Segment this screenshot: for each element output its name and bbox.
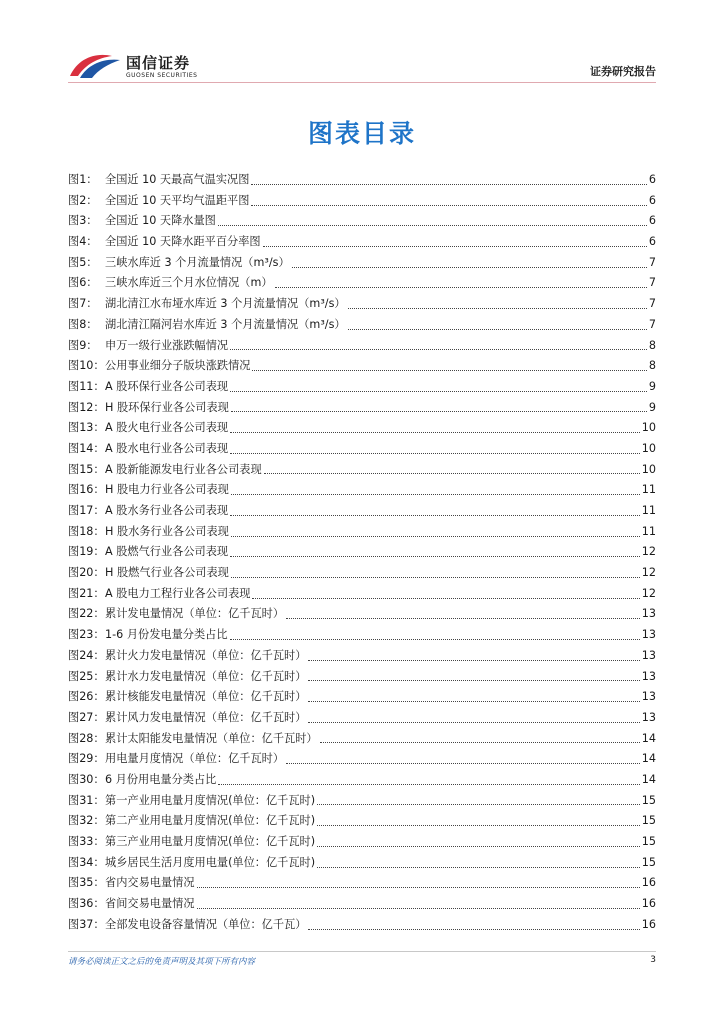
toc-entry[interactable] <box>68 873 656 894</box>
toc-dot-leader <box>218 225 647 226</box>
toc-page-number: 15 <box>641 835 656 848</box>
toc-dot-leader <box>251 205 646 206</box>
toc-figure-number: 图19： <box>68 545 105 559</box>
toc-page-number: 16 <box>641 917 656 931</box>
toc-entry[interactable] <box>68 191 656 212</box>
toc-dot-leader <box>308 680 639 681</box>
toc-page-number: 7 <box>648 297 656 311</box>
toc-dot-leader <box>252 370 646 371</box>
toc-page-number: 14 <box>641 731 656 745</box>
toc-dot-leader <box>230 556 640 557</box>
toc-entry[interactable] <box>68 522 656 543</box>
header-divider <box>68 82 656 83</box>
toc-entry-label <box>68 563 229 584</box>
toc-dot-leader <box>263 246 647 247</box>
toc-dot-leader <box>230 391 647 392</box>
toc-figure-title: 公用事业细分子版块涨跌情况 <box>105 359 251 373</box>
toc-page-number: 7 <box>648 276 656 290</box>
toc-figure-title: H 股环保行业各公司表现 <box>105 400 229 414</box>
toc-figure-title: 1-6 月份发电量分类占比 <box>105 628 228 642</box>
toc-figure-title: 全国近 10 天平均气温距平图 <box>105 193 250 207</box>
toc-entry[interactable] <box>68 708 656 729</box>
toc-figure-title: 湖北清江隔河岩水库近 3 个月流量情况（m³/s） <box>105 317 346 331</box>
toc-page-number: 11 <box>641 504 656 517</box>
toc-figure-title: 第二产业用电量月度情况(单位：亿千瓦时) <box>105 814 316 828</box>
toc-figure-title: A 股燃气行业各公司表现 <box>105 545 229 559</box>
toc-figure-title: A 股电力工程行业各公司表现 <box>105 586 251 600</box>
toc-figure-title: 全部发电设备容量情况（单位：亿千瓦） <box>105 917 307 931</box>
toc-entry-label <box>68 439 228 460</box>
toc-entry-label <box>68 522 229 543</box>
toc-entry[interactable] <box>68 584 656 605</box>
toc-page-number: 10 <box>641 441 656 455</box>
toc-figure-number: 图7： <box>68 297 98 311</box>
toc-figure-title: 累计水力发电量情况（单位：亿千瓦时） <box>105 669 307 683</box>
toc-entry[interactable] <box>68 729 656 750</box>
toc-page-number: 7 <box>648 317 656 331</box>
toc-entry[interactable] <box>68 542 656 563</box>
toc-entry-label <box>68 646 306 667</box>
toc-entry-label <box>68 211 216 232</box>
toc-figure-number: 图18： <box>68 524 105 538</box>
toc-page-number: 6 <box>648 193 656 207</box>
toc-entry-label <box>68 356 250 377</box>
toc-entry[interactable] <box>68 811 656 832</box>
toc-entry-label <box>68 915 306 936</box>
toc-dot-leader <box>317 867 640 868</box>
toc-dot-leader <box>317 846 640 847</box>
toc-entry-label <box>68 418 228 439</box>
toc-page-number: 16 <box>641 897 656 911</box>
toc-entry-label <box>68 625 228 646</box>
toc-figure-number: 图33： <box>68 835 105 848</box>
toc-entry-label <box>68 832 315 853</box>
toc-entry-label <box>68 667 306 688</box>
toc-figure-title: 累计发电量情况（单位：亿千瓦时） <box>105 607 285 621</box>
toc-figure-title: 申万一级行业涨跌幅情况 <box>105 338 229 352</box>
toc-figure-title: 三峡水库近三个月水位情况（m） <box>105 276 273 290</box>
toc-figure-number: 图37： <box>68 917 105 931</box>
toc-dot-leader <box>275 287 647 288</box>
toc-entry-label <box>68 873 195 894</box>
toc-figure-number: 图26： <box>68 690 105 704</box>
toc-page-number: 14 <box>641 772 656 786</box>
toc-entry-label <box>68 729 318 750</box>
toc-page-number: 13 <box>641 690 656 704</box>
toc-figure-title: 6 月份用电量分类占比 <box>105 772 217 786</box>
toc-figure-number: 图9： <box>68 338 98 352</box>
toc-dot-leader <box>308 660 639 661</box>
toc-entry-label <box>68 170 249 191</box>
toc-dot-leader <box>308 722 639 723</box>
toc-dot-leader <box>231 577 640 578</box>
toc-dot-leader <box>230 639 640 640</box>
toc-figure-number: 图1： <box>68 173 98 186</box>
toc-figure-title: H 股燃气行业各公司表现 <box>105 566 229 580</box>
toc-entry[interactable] <box>68 915 656 936</box>
toc-dot-leader <box>218 784 639 785</box>
toc-entry[interactable] <box>68 749 656 770</box>
toc-entry[interactable] <box>68 418 656 439</box>
toc-dot-leader <box>197 887 640 888</box>
toc-entry-label <box>68 294 346 315</box>
toc-page-number: 10 <box>641 421 656 435</box>
toc-figure-number: 图3： <box>68 214 98 228</box>
toc-dot-leader <box>231 536 640 537</box>
toc-entry[interactable] <box>68 853 656 874</box>
toc-figure-title: 湖北清江水布垭水库近 3 个月流量情况（m³/s） <box>105 297 346 311</box>
toc-entry-label <box>68 791 315 812</box>
toc-dot-leader <box>317 825 640 826</box>
toc-figure-number: 图5： <box>68 255 98 269</box>
toc-figure-title: A 股环保行业各公司表现 <box>105 379 229 393</box>
toc-figure-title: 第一产业用电量月度情况(单位：亿千瓦时) <box>105 793 316 807</box>
toc-figure-number: 图23： <box>68 628 105 642</box>
toc-dot-leader <box>317 804 640 805</box>
toc-figure-number: 图28： <box>68 731 105 745</box>
toc-page-number: 16 <box>641 876 656 890</box>
toc-figure-number: 图36： <box>68 897 105 911</box>
toc-entry[interactable] <box>68 604 656 625</box>
toc-figure-number: 图13： <box>68 421 105 435</box>
toc-entry[interactable] <box>68 336 656 357</box>
toc-figure-title: 全国近 10 天降水量图 <box>105 214 216 228</box>
toc-entry-label <box>68 336 228 357</box>
toc-page-number: 15 <box>641 855 656 869</box>
toc-entry-label <box>68 853 315 874</box>
toc-entry-label <box>68 273 273 294</box>
toc-entry-label <box>68 480 229 501</box>
page-title: 图表目录 <box>307 119 416 148</box>
toc-entry[interactable] <box>68 398 656 419</box>
toc-entry-label <box>68 687 306 708</box>
toc-figure-number: 图29： <box>68 752 105 766</box>
toc-entry[interactable] <box>68 356 656 377</box>
toc-figure-title: H 股电力行业各公司表现 <box>105 483 229 497</box>
disclaimer-text: 请务必阅读正文之后的免责声明及其项下所有内容 <box>68 957 256 967</box>
toc-figure-number: 图35： <box>68 876 105 890</box>
toc-figure-title: H 股水务行业各公司表现 <box>105 524 229 538</box>
page-header <box>0 0 724 90</box>
toc-dot-leader <box>320 742 640 743</box>
toc-page-number: 8 <box>648 338 656 352</box>
toc-figure-number: 图4： <box>68 235 98 249</box>
toc-entry[interactable] <box>68 667 656 688</box>
toc-figure-number: 图24： <box>68 648 105 662</box>
toc-entry[interactable] <box>68 646 656 667</box>
toc-page-number: 15 <box>641 814 656 828</box>
toc-page-number: 6 <box>648 173 656 186</box>
toc-dot-leader <box>230 453 640 454</box>
toc-dot-leader <box>308 929 639 930</box>
toc-entry[interactable] <box>68 253 656 274</box>
toc-page-number: 13 <box>641 669 656 683</box>
toc-page-number: 8 <box>648 359 656 373</box>
toc-dot-leader <box>308 701 639 702</box>
figure-toc-list <box>68 170 656 935</box>
toc-entry[interactable] <box>68 687 656 708</box>
toc-figure-number: 图6： <box>68 276 98 290</box>
toc-entry[interactable] <box>68 791 656 812</box>
toc-figure-title: 累计火力发电量情况（单位：亿千瓦时） <box>105 648 307 662</box>
toc-figure-title: 城乡居民生活月度用电量(单位：亿千瓦时) <box>105 855 316 869</box>
toc-entry[interactable] <box>68 625 656 646</box>
toc-page-number: 13 <box>641 648 656 662</box>
toc-figure-title: 省内交易电量情况 <box>105 876 195 890</box>
brand-name-en: GUOSEN SECURITIES <box>126 72 198 79</box>
toc-dot-leader <box>348 329 647 330</box>
toc-entry[interactable] <box>68 501 656 522</box>
toc-entry[interactable] <box>68 273 656 294</box>
toc-figure-title: A 股火电行业各公司表现 <box>105 421 229 435</box>
toc-entry-label <box>68 253 290 274</box>
toc-page-number: 13 <box>641 710 656 724</box>
toc-entry-label <box>68 460 262 481</box>
toc-figure-number: 图32： <box>68 814 105 828</box>
toc-figure-number: 图16： <box>68 483 105 497</box>
toc-figure-number: 图15： <box>68 462 105 476</box>
footer-divider <box>68 951 656 952</box>
toc-dot-leader <box>231 494 640 495</box>
toc-entry-label <box>68 377 228 398</box>
toc-entry-label <box>68 584 250 605</box>
toc-figure-number: 图30： <box>68 772 105 786</box>
toc-figure-title: 三峡水库近 3 个月流量情况（m³/s） <box>105 255 290 269</box>
toc-entry-label <box>68 894 195 915</box>
toc-dot-leader <box>286 618 640 619</box>
toc-dot-leader <box>264 473 640 474</box>
toc-page-number: 6 <box>648 235 656 249</box>
toc-page-number: 10 <box>641 462 656 476</box>
toc-figure-number: 图31： <box>68 793 105 807</box>
toc-dot-leader <box>286 763 640 764</box>
toc-page-number: 9 <box>648 400 656 414</box>
toc-figure-title: 全国近 10 天最高气温实况图 <box>105 173 250 186</box>
toc-figure-number: 图14： <box>68 441 105 455</box>
toc-figure-number: 图27： <box>68 710 105 724</box>
toc-dot-leader <box>348 308 647 309</box>
toc-figure-number: 图2： <box>68 193 98 207</box>
toc-entry[interactable] <box>68 480 656 501</box>
toc-dot-leader <box>230 515 640 516</box>
toc-dot-leader <box>231 411 647 412</box>
toc-entry[interactable] <box>68 832 656 853</box>
toc-figure-title: 累计风力发电量情况（单位：亿千瓦时） <box>105 710 307 724</box>
toc-entry[interactable] <box>68 377 656 398</box>
toc-entry[interactable] <box>68 170 656 191</box>
toc-entry-label <box>68 191 249 212</box>
toc-figure-title: A 股水务行业各公司表现 <box>105 504 229 517</box>
toc-page-number: 12 <box>641 566 656 580</box>
toc-figure-title: 第三产业用电量月度情况(单位：亿千瓦时) <box>105 835 316 848</box>
toc-figure-title: A 股新能源发电行业各公司表现 <box>105 462 262 476</box>
toc-figure-title: 累计核能发电量情况（单位：亿千瓦时） <box>105 690 307 704</box>
toc-entry-label <box>68 315 346 336</box>
toc-figure-number: 图17： <box>68 504 105 517</box>
toc-page-number: 11 <box>641 524 656 538</box>
toc-dot-leader <box>252 598 639 599</box>
toc-figure-number: 图10： <box>68 359 105 373</box>
toc-page-number: 13 <box>641 607 656 621</box>
toc-page-number: 13 <box>641 628 656 642</box>
toc-entry-label <box>68 398 229 419</box>
toc-page-number: 12 <box>641 586 656 600</box>
toc-entry-label <box>68 749 284 770</box>
toc-entry[interactable] <box>68 770 656 791</box>
toc-entry[interactable] <box>68 894 656 915</box>
toc-page-number: 9 <box>648 379 656 393</box>
toc-figure-number: 图12： <box>68 400 105 414</box>
toc-page-number: 6 <box>648 214 656 228</box>
toc-dot-leader <box>230 432 640 433</box>
page-number: 3 <box>650 955 656 965</box>
toc-page-number: 7 <box>648 255 656 269</box>
toc-figure-title: A 股水电行业各公司表现 <box>105 441 229 455</box>
toc-entry-label <box>68 501 228 522</box>
toc-entry-label <box>68 232 261 253</box>
toc-page-number: 11 <box>641 483 656 497</box>
toc-page-number: 14 <box>641 752 656 766</box>
toc-entry-label <box>68 770 216 791</box>
toc-figure-number: 图20： <box>68 566 105 580</box>
toc-entry[interactable] <box>68 563 656 584</box>
toc-figure-number: 图22： <box>68 607 105 621</box>
toc-entry-label <box>68 604 284 625</box>
toc-figure-number: 图34： <box>68 855 105 869</box>
toc-dot-leader <box>251 184 646 185</box>
toc-entry-label <box>68 708 306 729</box>
toc-figure-title: 用电量月度情况（单位：亿千瓦时） <box>105 752 285 766</box>
toc-entry[interactable] <box>68 460 656 481</box>
toc-figure-title: 全国近 10 天降水距平百分率图 <box>105 235 261 249</box>
toc-page-number: 15 <box>641 793 656 807</box>
toc-figure-number: 图11： <box>68 379 105 393</box>
toc-dot-leader <box>197 908 640 909</box>
toc-entry[interactable] <box>68 439 656 460</box>
toc-figure-number: 图25： <box>68 669 105 683</box>
toc-entry-label <box>68 542 228 563</box>
toc-figure-title: 省间交易电量情况 <box>105 897 195 911</box>
toc-figure-number: 图21： <box>68 586 105 600</box>
toc-figure-number: 图8： <box>68 317 98 331</box>
toc-dot-leader <box>292 267 647 268</box>
toc-entry[interactable] <box>68 211 656 232</box>
toc-entry[interactable] <box>68 315 656 336</box>
toc-entry-label <box>68 811 315 832</box>
report-type-label: 证券研究报告 <box>590 65 656 78</box>
brand-name-cn: 国信证券 <box>126 54 191 72</box>
toc-entry[interactable] <box>68 294 656 315</box>
toc-entry[interactable] <box>68 232 656 253</box>
toc-dot-leader <box>230 349 647 350</box>
toc-page-number: 12 <box>641 545 656 559</box>
toc-figure-title: 累计太阳能发电量情况（单位：亿千瓦时） <box>105 731 318 745</box>
guosen-logo-icon <box>68 50 122 80</box>
